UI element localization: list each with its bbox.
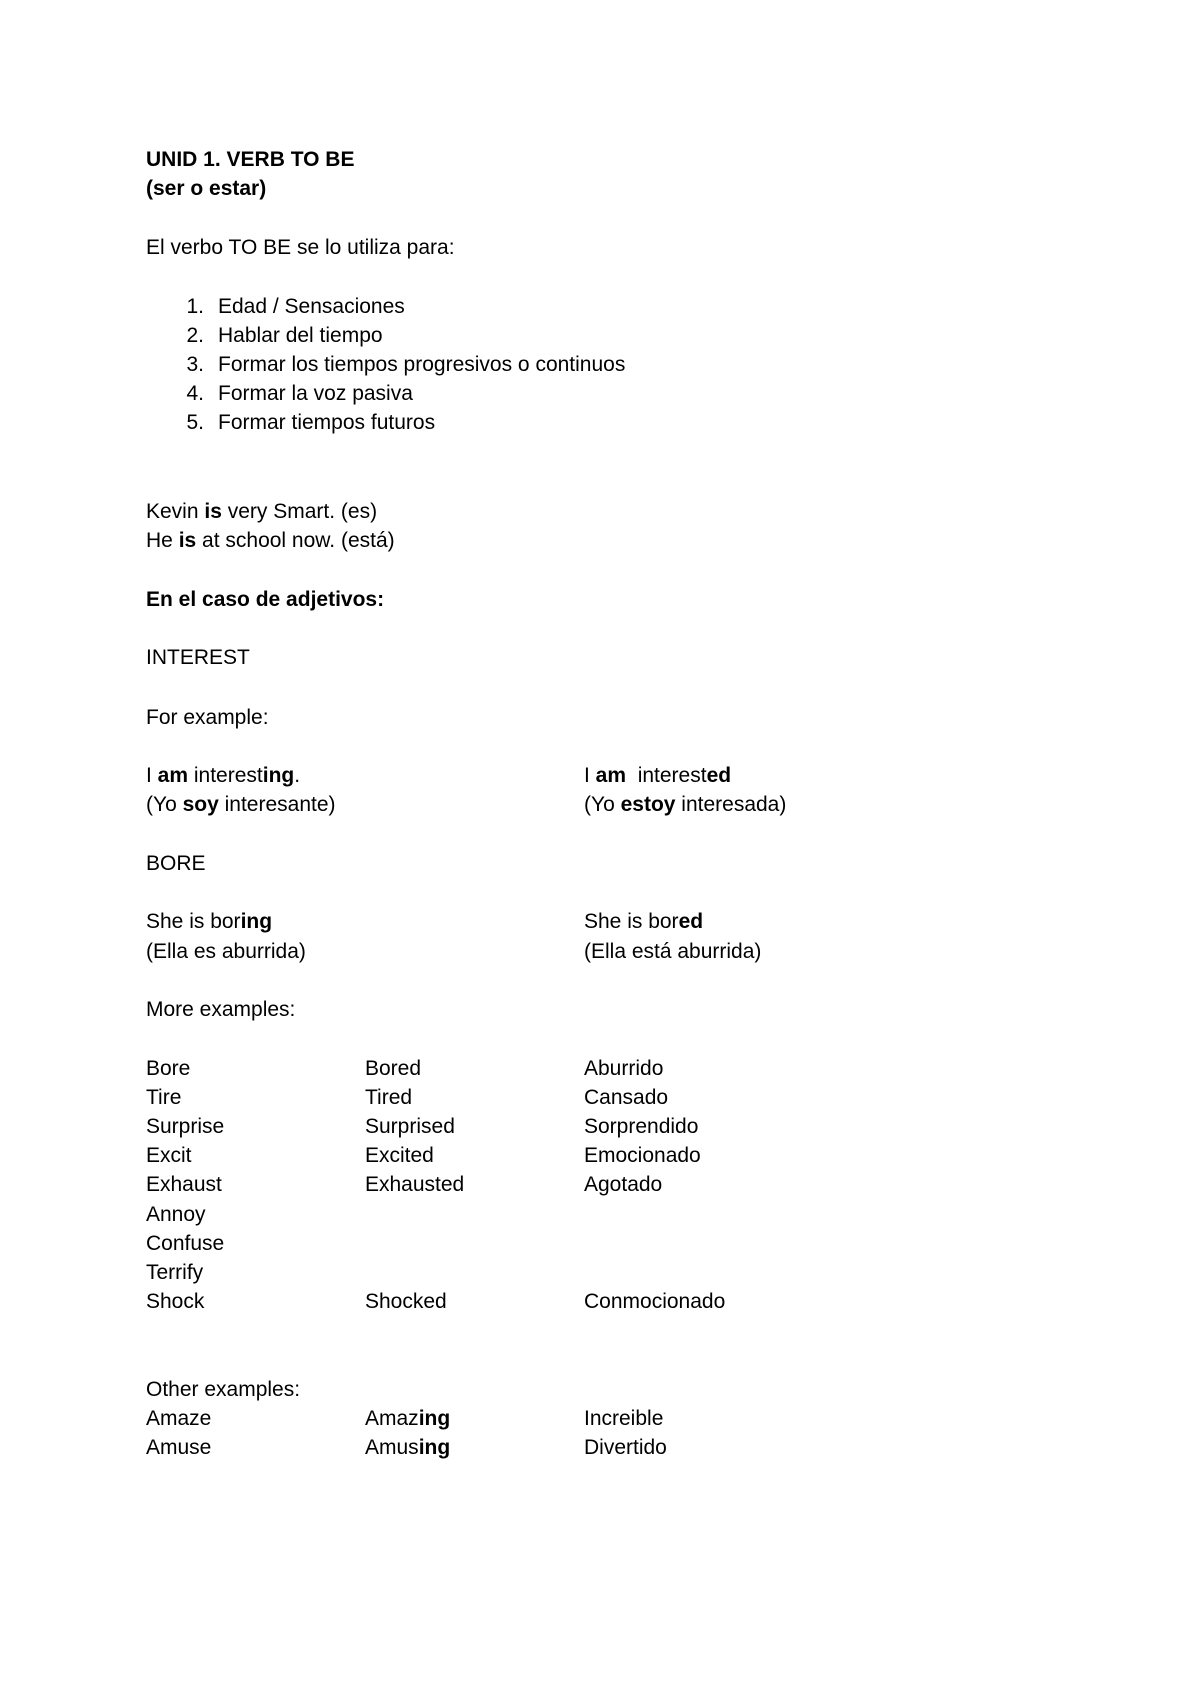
- interest-word: INTEREST: [146, 646, 250, 669]
- bore-word: BORE: [146, 852, 206, 875]
- translation: Aburrido: [584, 1057, 664, 1080]
- adjective: Amazing: [365, 1407, 451, 1430]
- intro-text: El verbo TO BE se lo utiliza para:: [146, 236, 455, 259]
- list-item: Formar tiempos futuros: [218, 411, 436, 434]
- bored-sentence: She is bored: [584, 910, 704, 933]
- base-verb: Amaze: [146, 1407, 212, 1430]
- doc-title: UNID 1. VERB TO BE: [146, 148, 355, 171]
- for-example-label: For example:: [146, 706, 269, 729]
- base-verb: Annoy: [146, 1203, 206, 1226]
- base-verb: Tire: [146, 1086, 182, 1109]
- adjective: Amusing: [365, 1436, 451, 1459]
- boring-translation: (Ella es aburrida): [146, 940, 306, 963]
- adjective: Excited: [365, 1144, 434, 1167]
- bored-translation: (Ella está aburrida): [584, 940, 762, 963]
- list-item: Formar los tiempos progresivos o continuos: [218, 353, 626, 376]
- other-examples-label: Other examples:: [146, 1378, 301, 1401]
- adjective: Shocked: [365, 1290, 447, 1313]
- boring-sentence: She is boring: [146, 910, 273, 933]
- list-item: Edad / Sensaciones: [218, 295, 405, 318]
- example-esta: He is at school now. (está): [146, 529, 395, 552]
- translation: Cansado: [584, 1086, 669, 1109]
- adjectives-heading: En el caso de adjetivos:: [146, 588, 385, 611]
- list-number: 4.: [186, 382, 204, 405]
- translation: Conmocionado: [584, 1290, 726, 1313]
- base-verb: Exhaust: [146, 1173, 222, 1196]
- list-item: Formar la voz pasiva: [218, 382, 413, 405]
- base-verb: Bore: [146, 1057, 191, 1080]
- translation: Sorprendido: [584, 1115, 699, 1138]
- adjective: Tired: [365, 1086, 413, 1109]
- translation: Divertido: [584, 1436, 667, 1459]
- example-es: Kevin is very Smart. (es): [146, 500, 378, 523]
- adjective: Surprised: [365, 1115, 455, 1138]
- list-number: 3.: [186, 353, 204, 376]
- interested-translation: (Yo estoy interesada): [584, 793, 787, 816]
- base-verb: Excit: [146, 1144, 192, 1167]
- translation: Emocionado: [584, 1144, 701, 1167]
- interested-sentence: I am interested: [584, 764, 732, 787]
- base-verb: Surprise: [146, 1115, 225, 1138]
- interesting-translation: (Yo soy interesante): [146, 793, 336, 816]
- list-number: 5.: [186, 411, 204, 434]
- base-verb: Shock: [146, 1290, 205, 1313]
- translation: Increible: [584, 1407, 664, 1430]
- doc-subtitle: (ser o estar): [146, 177, 267, 200]
- list-number: 2.: [186, 324, 204, 347]
- base-verb: Terrify: [146, 1261, 204, 1284]
- base-verb: Confuse: [146, 1232, 225, 1255]
- translation: Agotado: [584, 1173, 663, 1196]
- interesting-sentence: I am interesting.: [146, 764, 301, 787]
- list-item: Hablar del tiempo: [218, 324, 383, 347]
- base-verb: Amuse: [146, 1436, 212, 1459]
- adjective: Exhausted: [365, 1173, 465, 1196]
- list-number: 1.: [186, 295, 204, 318]
- adjective: Bored: [365, 1057, 422, 1080]
- more-examples-label: More examples:: [146, 998, 296, 1021]
